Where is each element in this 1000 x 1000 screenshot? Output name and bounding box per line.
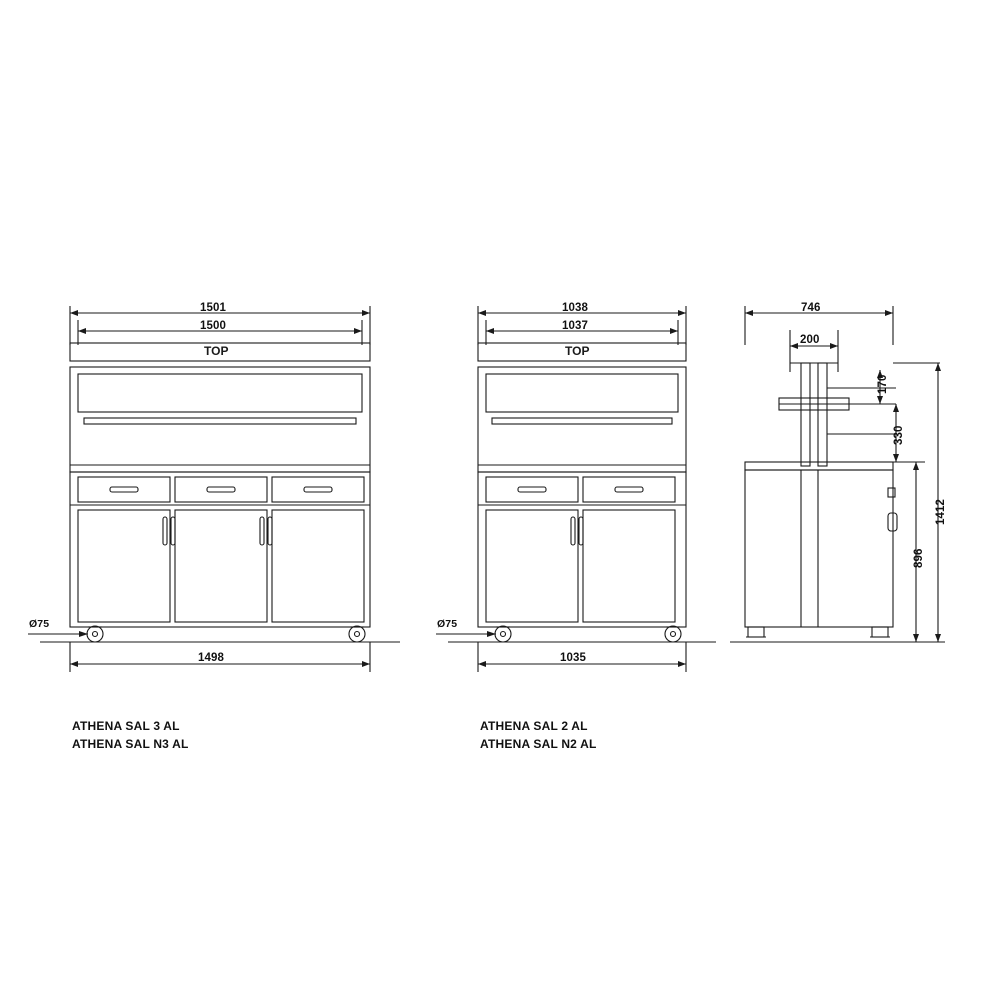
dim-label-200: 200: [800, 334, 820, 346]
top-label-view2: TOP: [565, 344, 590, 358]
view-front-3-door: [28, 306, 400, 672]
dim-label-746: 746: [801, 302, 821, 314]
dim-label-caster-2: Ø75: [437, 618, 458, 630]
caption-view2-line2: ATHENA SAL N2 AL: [480, 737, 597, 751]
dim-label-caster-1: Ø75: [29, 618, 50, 630]
dim-label-1498: 1498: [198, 652, 224, 664]
view-front-2-door: [436, 306, 716, 672]
dim-label-1038: 1038: [562, 302, 588, 314]
dim-label-1501: 1501: [200, 302, 226, 314]
dim-label-1500: 1500: [200, 320, 226, 332]
dim-label-896: 896: [913, 548, 925, 568]
caption-view2-line1: ATHENA SAL 2 AL: [480, 719, 588, 733]
top-label-view1: TOP: [204, 344, 229, 358]
dim-label-170: 170: [877, 374, 889, 394]
caption-view1-line2: ATHENA SAL N3 AL: [72, 737, 189, 751]
dim-label-330: 330: [893, 425, 905, 445]
dim-label-1037: 1037: [562, 320, 588, 332]
view-side: [730, 306, 945, 642]
caption-view1-line1: ATHENA SAL 3 AL: [72, 719, 180, 733]
dim-label-1035: 1035: [560, 652, 586, 664]
dim-label-1412: 1412: [935, 499, 947, 525]
